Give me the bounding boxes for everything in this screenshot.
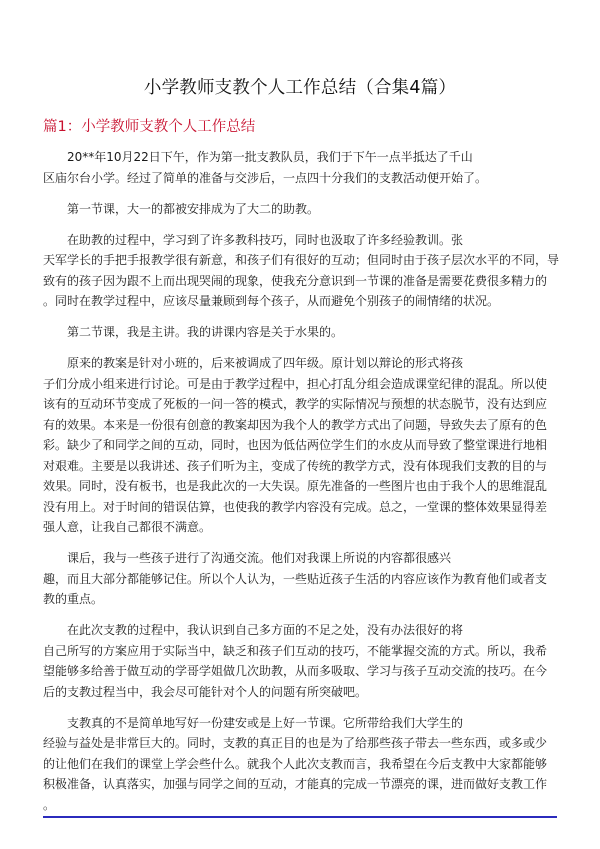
paragraph-line: 的让他们在我们的课堂上学会些什么。就我个人此次支教而言，我希望在今后支教中大家都能够 — [43, 756, 548, 771]
paragraph — [43, 713, 560, 816]
paragraph-line: 望能够多给善于做互动的学哥学姐做几次助教，从而多吸取、学习与孩子互动交流的技巧。在今 — [43, 664, 548, 678]
paragraph-line: 积极准备，认真落实，加强与同学之间的互动，才能真的完成一节漂亮的课，进而做好支教工作 — [43, 777, 548, 791]
paragraph-line: 自己所写的方案应用于实际当中，缺乏和孩子们互动的技巧，不能掌握交流的方式。所以，我希 — [43, 643, 548, 658]
paragraph-line: 20**年10月22日下午，作为第一批支教队员，我们于下午一点半抵达了千山 — [67, 150, 473, 164]
paragraph-line: 没有用上。对于时间的错误估算，也使我的教学内容没有完成。总之，一堂课的整体效果显得差 — [43, 499, 548, 514]
paragraph-line: 教的重点。 — [43, 592, 104, 606]
paragraph-line: 在此次支教的过程中，我认识到自己多方面的不足之处，没有办法很好的将 — [67, 623, 464, 637]
paragraph-line: 区庙尔台小学。经过了简单的准备与交涉后，一点四十分我们的支教活动便开始了。 — [43, 170, 488, 185]
paragraph — [43, 353, 560, 538]
paragraph-line: 对艰难。主要是以我讲述、孩子们听为主，变成了传统的教学方式，没有体现我们支教的目的与 — [43, 458, 548, 473]
paragraph-line: 致有的孩子因为跟不上而出现哭闹的现象，使我充分意识到一节课的准备是需要花费很多精力的 — [43, 273, 548, 288]
paragraph-line: 后的支教过程当中，我会尽可能针对个人的问题有所突破吧。 — [43, 684, 368, 699]
section-heading: 篇1：小学教师支教个人工作总结 — [43, 119, 256, 135]
paragraph — [43, 620, 560, 702]
paragraph — [43, 322, 560, 343]
paragraph-line: 强人意，让我自己都很不满意。 — [43, 520, 212, 534]
paragraph-line: 彩。缺少了和同学之间的互动，同时，也因为低估两位学生们的水皮从而导致了整堂课进行地相 — [43, 438, 548, 452]
paragraph-line: 子们分成小组来进行讨论。可是由于教学过程中，担心打乱分组会造成课堂纪律的混乱。所以使 — [43, 376, 548, 391]
paragraph-line: 效果。同时，没有板书，也是我此次的一大失误。原先准备的一些图片也由于我个人的思维混乱 — [43, 479, 548, 493]
paragraph — [43, 230, 560, 312]
footer-divider — [43, 816, 557, 818]
paragraph-line: 支教真的不是简单地写好一份建安或是上好一节课。它所带给我们大学生的 — [67, 715, 464, 730]
paragraph — [43, 548, 560, 610]
paragraph-line: 经验与益处是非常巨大的。同时，支教的真正目的也是为了给那些孩子带去一些东西，或多或少 — [43, 736, 548, 750]
paragraph-line: 课后，我与一些孩子进行了沟通交流。他们对我课上所说的内容都很感兴 — [67, 551, 452, 565]
paragraph-line: 原来的教案是针对小班的，后来被调成了四年级。原计划以辩论的形式将孩 — [67, 356, 464, 370]
paragraph — [43, 147, 560, 188]
paragraph-line: 在助教的过程中，学习到了许多教科技巧，同时也汲取了许多经验教训。张 — [67, 232, 464, 247]
paragraph-line: 第一节课，大一的都被安排成为了大二的助教。 — [67, 201, 320, 216]
paragraph-line: 趣，而且大部分都能够记住。所以个人认为，一些贴近孩子生活的内容应该作为教育他们或者支 — [43, 571, 548, 586]
paragraph-line: 天军学长的手把手报教学很有新意，和孩子们有很好的互动；但同时由于孩子层次水平的不同，导 — [43, 253, 560, 267]
paragraph-line: 。 — [43, 797, 56, 812]
paragraph — [43, 199, 560, 220]
paragraph-line: 该有的互动环节变成了死板的一问一答的模式，教学的实际情况与预想的状态脱节，没有达到应 — [43, 397, 548, 411]
paragraph-line: 第二节课，我是主讲。我的讲课内容是关于水果的。 — [67, 325, 344, 339]
page-title: 小学教师支教个人工作总结（合集4篇） — [143, 78, 457, 98]
paragraph-line: 有的效果。本来是一份很有创意的教案却因为我个人的教学方式出了问题，导致失去了原有的色 — [43, 417, 548, 432]
paragraph-line: 。同时在教学过程中，应该尽量兼顾到每个孩子，从而避免个别孩子的闹情绪的状况。 — [43, 294, 500, 308]
document-body — [43, 147, 560, 826]
